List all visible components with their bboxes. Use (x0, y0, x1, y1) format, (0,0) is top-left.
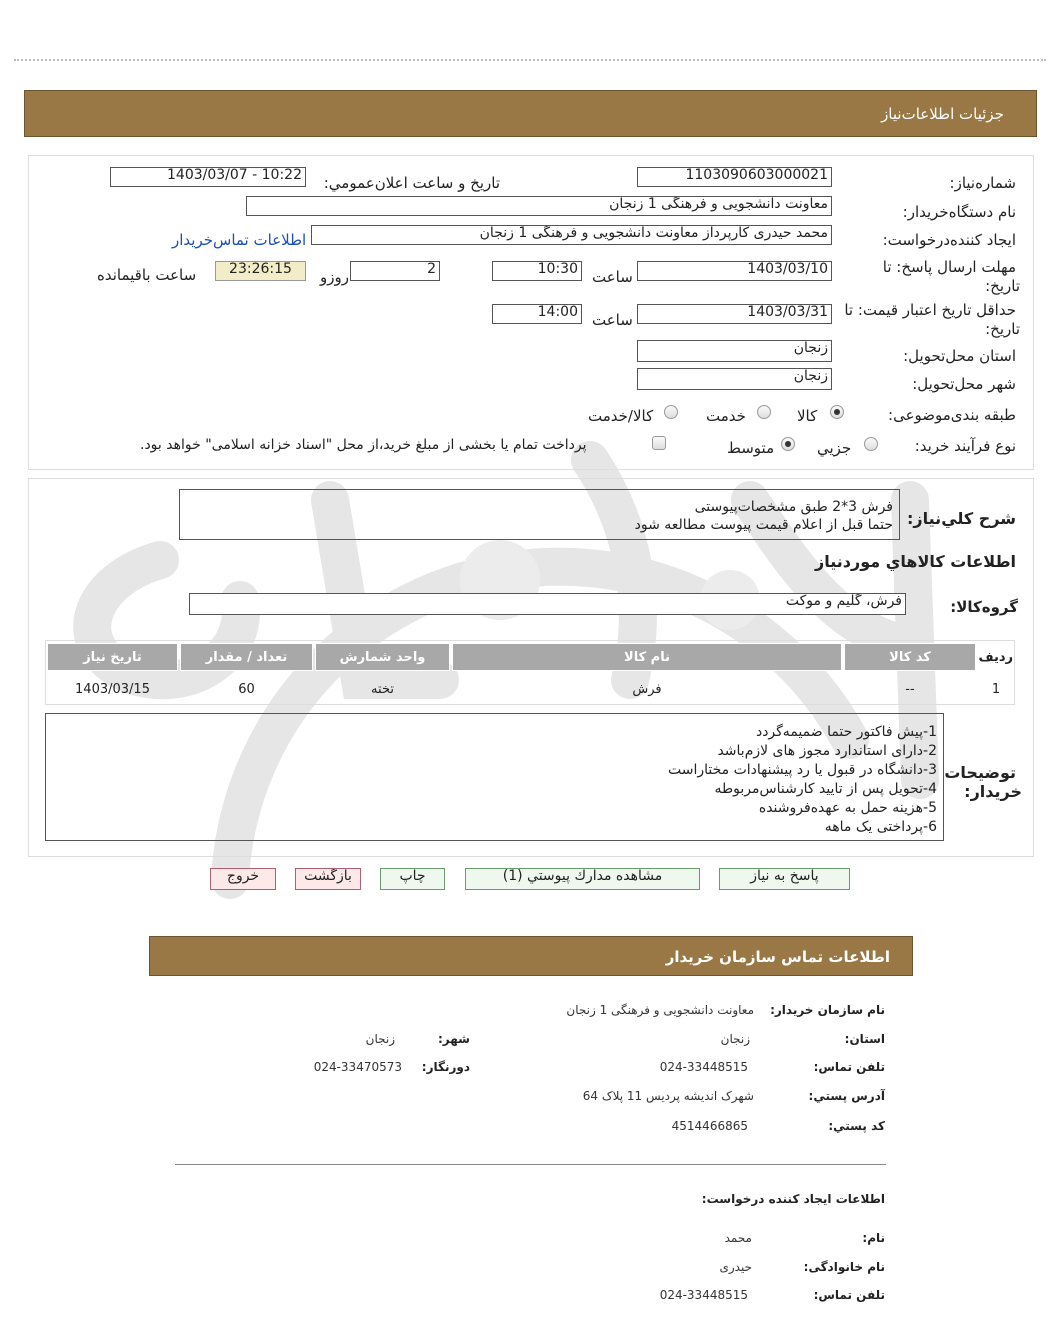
col-row-header: رديف (978, 643, 1014, 671)
creator-field: محمد حیدری کارپرداز معاونت دانشجویی و فرهنگی 1 زنجان (311, 225, 832, 245)
process-medium-radio[interactable] (781, 437, 795, 451)
table-row (46, 677, 1014, 703)
contact-org: معاونت دانشجویی و فرهنگی 1 زنجان (566, 1003, 754, 1017)
city-label: شهر محل‌تحويل: (912, 375, 1016, 393)
contact-city: زنجان (365, 1032, 395, 1046)
city-field: زنجان (637, 368, 832, 390)
contact-city-label: شهر: (438, 1032, 470, 1046)
province-label: استان محل‌تحويل: (903, 347, 1016, 365)
deadline-date-field: 1403/03/10 (637, 261, 832, 281)
note-line: 6-پرداختی یک ماهه (824, 819, 937, 835)
buyer-org-field: معاونت دانشجویی و فرهنگی 1 زنجان (246, 196, 832, 216)
contact-address-label: آدرس پستي: (808, 1089, 885, 1103)
validity-time-field: 14:00 (492, 304, 582, 324)
col-code-header: كد كالا (844, 643, 976, 671)
process-label: نوع فرآيند خريد: (914, 437, 1016, 455)
note-line: 5-هزینه حمل به عهده‌فروشنده (758, 800, 937, 816)
goods-group-field: فرش، گليم و موكت (189, 593, 906, 615)
details-header (24, 90, 1037, 137)
deadline-time-field: 10:30 (492, 261, 582, 281)
category-service-label: خدمت (706, 407, 746, 425)
remaining-label: ساعت باقيمانده (97, 266, 197, 284)
contact-postal-label: کد پستي: (828, 1119, 885, 1133)
contact-phone-label: تلفن تماس: (813, 1060, 885, 1074)
category-service-radio[interactable] (757, 405, 771, 419)
creator-label: ايجاد كننده‌درخواست: (882, 231, 1016, 249)
description-line-2: حتما قبل از اعلام قیمت پیوست مطالعه شود (634, 517, 893, 533)
cell-name: فرش (632, 682, 662, 697)
cell-code: -- (905, 682, 915, 697)
need-number-field: 1103090603000021 (637, 167, 832, 187)
category-label: طبقه بندی‌موضوعی: (888, 406, 1016, 424)
cell-date: 1403/03/15 (75, 682, 150, 697)
buyer-contact-link[interactable]: اطلاعات تماس‌خریدار (172, 231, 307, 249)
days-label: روزو (320, 268, 349, 286)
buyer-org-label: نام دستگاه‌خريدار: (902, 203, 1016, 221)
contact-org-label: نام سازمان خريدار: (770, 1003, 885, 1017)
creator-name: محمد (724, 1231, 752, 1245)
contact-postal: 4514466865 (671, 1119, 748, 1133)
notes-label-2: خريدار: (964, 782, 1022, 801)
creator-name-label: نام: (862, 1231, 885, 1245)
category-both-label: كالا/خدمت (588, 407, 654, 425)
exit-button[interactable]: خروج (210, 868, 276, 890)
goods-section-title: اطلاعات كالاهاي موردنياز (815, 552, 1016, 571)
col-qty-header: تعداد / مقدار (180, 643, 313, 671)
creator-info-title: اطلاعات ایجاد کننده درخواست: (701, 1192, 885, 1206)
description-label: شرح كلي‌نياز: (907, 509, 1016, 528)
col-unit-header: واحد شمارش (315, 643, 450, 671)
process-minor-radio[interactable] (864, 437, 878, 451)
goods-group-label: گروه‌كالا: (950, 598, 1018, 616)
back-button[interactable]: بازگشت (295, 868, 361, 890)
contact-province-label: استان: (844, 1032, 885, 1046)
contact-divider (175, 1164, 886, 1165)
goods-table (45, 640, 1015, 705)
validity-date-field: 1403/03/31 (637, 304, 832, 324)
top-divider (14, 59, 1046, 61)
announce-date-field: 1403/03/07 - 10:22 (110, 167, 306, 187)
deadline-time-label: ساعت (592, 268, 633, 286)
validity-label-date: تاريخ: (985, 320, 1020, 338)
note-line: 4-تحویل پس از تایید کارشناس‌مربوطه (714, 781, 937, 797)
contact-province: زنجان (720, 1032, 750, 1046)
creator-phone: 024-33448515 (659, 1288, 748, 1302)
contact-title: اطلاعات تماس سازمان خريدار (665, 948, 890, 966)
print-button[interactable]: چاپ (380, 868, 445, 890)
notes-box (45, 713, 944, 841)
creator-family-label: نام خانوادگی: (803, 1260, 885, 1274)
creator-phone-label: تلفن تماس: (813, 1288, 885, 1302)
description-box (179, 489, 900, 540)
remaining-time-field: 23:26:15 (215, 261, 306, 281)
cell-qty: 60 (238, 682, 255, 697)
category-goods-label: كالا (797, 407, 818, 425)
creator-family: حیدری (719, 1260, 752, 1274)
description-line-1: فرش 3*2 طبق مشخصات‌پیوستی (694, 499, 893, 515)
note-line: 2-دارای استاندارد مجوز های لازم‌باشد (717, 743, 937, 759)
col-date-header: تاريخ نياز (47, 643, 178, 671)
contact-fax-label: دورنگار: (421, 1060, 470, 1074)
cell-unit: تخته (371, 682, 394, 697)
validity-label: حداقل تاريخ اعتبار قيمت: تا (844, 301, 1016, 319)
cell-row: 1 (991, 682, 1001, 697)
category-both-radio[interactable] (664, 405, 678, 419)
need-number-label: شماره‌نیاز: (949, 174, 1016, 192)
contact-phone: 024-33448515 (659, 1060, 748, 1074)
note-line: 3-دانشگاه در قبول یا رد پیشنهادات مختاراست (667, 762, 937, 778)
category-goods-radio[interactable] (830, 405, 844, 419)
validity-time-label: ساعت (592, 311, 633, 329)
announce-date-label: تاريخ و ساعت اعلان‌عمومي: (323, 174, 500, 192)
deadline-label-date: تاريخ: (985, 277, 1020, 295)
process-medium-label: متوسط (727, 439, 775, 457)
province-field: زنجان (637, 340, 832, 362)
contact-header (149, 936, 913, 976)
deadline-label: مهلت ارسال پاسخ: تا (882, 258, 1016, 276)
details-title: جزئیات اطلاعات‌نیاز (881, 105, 1004, 123)
contact-address: شهرک اندیشه پردیس 11 پلاک 64 (582, 1089, 754, 1103)
contact-fax: 024-33470573 (313, 1060, 402, 1074)
note-line: 1-پیش فاکتور حتما ضمیمه‌گردد (755, 724, 937, 740)
reply-button[interactable]: پاسخ به نياز (719, 868, 850, 890)
col-name-header: نام كالا (452, 643, 842, 671)
treasury-payment-checkbox[interactable] (652, 436, 666, 450)
notes-label: توضيحات (944, 763, 1016, 782)
treasury-payment-text: پرداخت تمام يا بخشی از مبلغ خريد،از محل "اسناد خزانه اسلامی" خواهد بود. (140, 437, 587, 453)
days-field: 2 (350, 261, 440, 281)
process-minor-label: جزيي (817, 439, 852, 457)
attachments-button[interactable]: مشاهده مدارك پيوستي (1) (465, 868, 700, 890)
